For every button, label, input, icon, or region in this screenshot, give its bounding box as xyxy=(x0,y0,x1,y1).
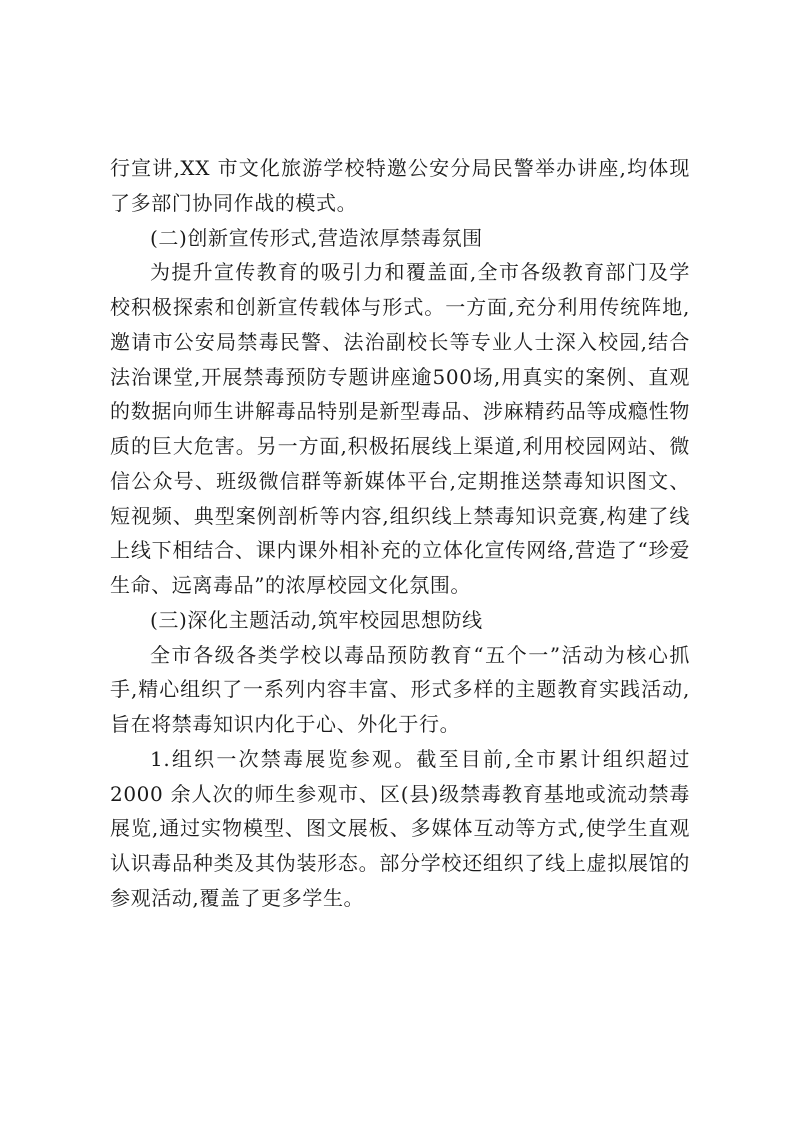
section-heading-3: (三)深化主题活动,筑牢校园思想防线 xyxy=(150,607,483,632)
section-heading-2: (二)创新宣传形式,营造浓厚禁毒氛围 xyxy=(150,225,483,250)
paragraph-continuation: 行宣讲,XX 市文化旅游学校特邀公安分局民警举办讲座,均体现了多部门协同作战的模式。 xyxy=(110,156,690,215)
document-body xyxy=(110,151,690,916)
paragraph-publicity-forms: 为提升宣传教育的吸引力和覆盖面,全市各级教育部门及学校积极探索和创新宣传载体与形式。一方面,充分利用传统阵地,邀请市公安局禁毒民警、法治副校长等专业人士深入校园,结合法治课堂,开展禁毒预防专题讲座逾500场,用真实的案例、直观的数据向师生讲解毒品特别是新型毒品、涉麻精药品等成瘾性物质的巨大危害。另一方面,积极拓展线上渠道,利用校园网站、微信公众号、班级微信群等新媒体平台,定期推送禁毒知识图文、短视频、典型案例剖析等内容,组织线上禁毒知识竞赛,构建了线上线下相结合、课内课外相补充的立体化宣传网络,营造了“珍爱生命、远离毒品”的浓厚校园文化氛围。 xyxy=(110,260,690,597)
paragraph-theme-activities: 全市各级各类学校以毒品预防教育“五个一”活动为核心抓手,精心组织了一系列内容丰富、形式多样的主题教育实践活动,旨在将禁毒知识内化于心、外化于行。 xyxy=(110,642,690,736)
paragraph-exhibition-visit: 1.组织一次禁毒展览参观。截至目前,全市累计组织超过2000 余人次的师生参观市、区(县)级禁毒教育基地或流动禁毒展览,通过实物模型、图文展板、多媒体互动等方式,使学生直观认识毒品种类及其伪装形态。部分学校还组织了线上虚拟展馆的参观活动,覆盖了更多学生。 xyxy=(110,746,690,910)
